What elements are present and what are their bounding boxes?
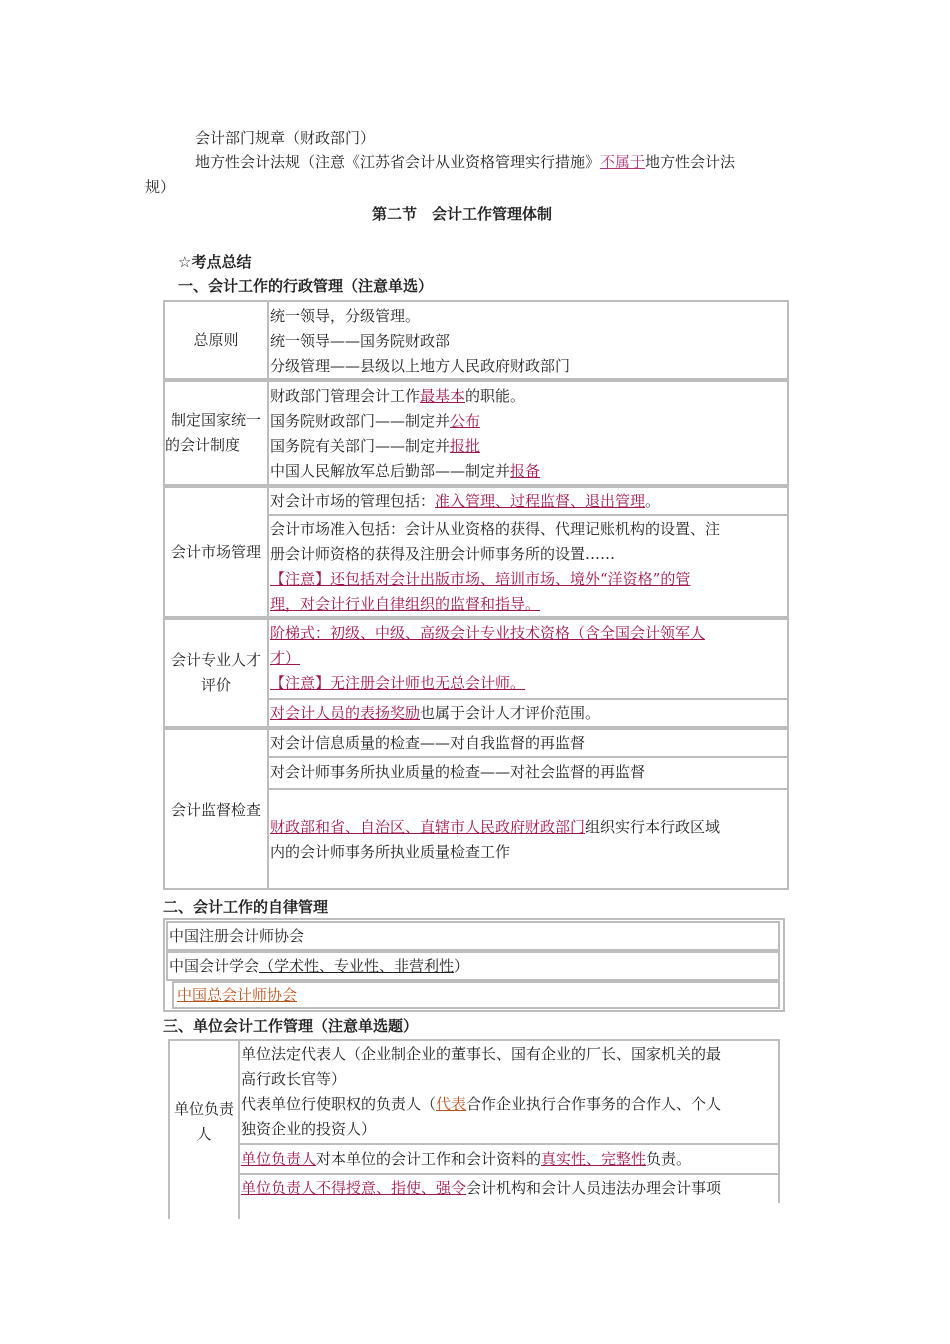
asc-attributes-link[interactable]: （学术性、专业性、非营利性 [259, 957, 455, 975]
represent-link[interactable]: 代表 [436, 1095, 467, 1113]
unit-line-4: 独资企业的投资人） [241, 1120, 377, 1138]
principle-line-2: 统一领导——国务院财政部 [270, 332, 451, 350]
market-line-1-b: 。 [645, 492, 661, 510]
principle-line-1: 统一领导，分级管理。 [270, 307, 421, 325]
unit-line-3-b: 合作企业执行合作事务的合作人、个人 [466, 1095, 722, 1113]
talent-line-1[interactable]: 阶梯式：初级、中级、高级会计专业技术资格（含全国会计领军人 [270, 624, 706, 642]
market-note-line-1[interactable]: 【注意】还包括对会计出版市场、培训市场、境外“洋资格”的管 [270, 570, 691, 588]
unit-label-1: 单位负责 [173, 1100, 234, 1118]
unit-line-3-a: 代表单位行使职权的负责人（ [241, 1095, 437, 1113]
talent-line-4 [270, 701, 600, 725]
report-approve-link[interactable]: 报批 [450, 437, 481, 455]
talent-line-4-b: 也属于会计人才评价范围。 [420, 704, 601, 722]
unit-line-5-b: 负责。 [646, 1150, 692, 1168]
authenticity-completeness-link[interactable]: 真实性、完整性 [541, 1150, 647, 1168]
intro-line-2-text-a: 地方性会计法规（注意《江苏省会计从业资格管理实行措施》 [195, 153, 601, 171]
row-principle-label: 总原则 [193, 331, 239, 349]
market-line-2: 会计市场准入包括：会计从业资格的获得、代理记账机构的设置、注 [270, 520, 721, 538]
standards-line-1-a: 财政部门管理会计工作 [270, 387, 421, 405]
standards-line-4 [270, 459, 540, 483]
standards-line-2-a: 国务院财政部门——制定并 [270, 412, 451, 430]
publish-link[interactable]: 公布 [450, 412, 481, 430]
cicpa-text: 中国注册会计师协会 [169, 927, 305, 945]
standards-line-2 [270, 409, 480, 433]
row-supervision-sub3-cell [267, 788, 789, 890]
unit-line-5-a: 对本单位的会计工作和会计资料的 [316, 1150, 542, 1168]
unit-line-2: 高行政长官等） [241, 1070, 347, 1088]
supervision-line-1: 对会计信息质量的检查——对自我监督的再监督 [270, 734, 586, 752]
unit-line-6 [241, 1176, 721, 1200]
market-management-link[interactable]: 准入管理、过程监督、退出管理 [435, 492, 646, 510]
unit-label-2: 人 [196, 1125, 212, 1143]
supervision-line-3-b: 组织实行本行政区域 [585, 818, 721, 836]
heading-self-regulation: 二、会计工作的自律管理 [163, 898, 329, 916]
row-standards-label-1: 制定国家统一 [170, 411, 261, 429]
cfo-association-link[interactable]: 中国总会计师协会 [177, 986, 298, 1004]
asc-close-paren: ） [454, 957, 470, 975]
market-line-3: 册会计师资格的获得及注册会计师事务所的设置…… [270, 545, 616, 563]
commendation-link[interactable]: 对会计人员的表扬奖励 [270, 704, 421, 722]
intro-line-3: 规） [145, 178, 176, 196]
unit-line-3 [241, 1092, 721, 1116]
unit-line-5 [241, 1147, 691, 1171]
row-standards-label-2: 的会计制度 [165, 436, 241, 454]
standards-line-3 [270, 434, 480, 458]
row-talent-label-2: 评价 [200, 676, 231, 694]
principle-line-3: 分级管理——县级以上地方人民政府财政部门 [270, 357, 571, 375]
prohibited-acts-link[interactable]: 单位负责人不得授意、指使、强令 [241, 1179, 467, 1197]
market-line-1 [270, 489, 660, 513]
most-basic-link[interactable]: 最基本 [420, 387, 466, 405]
row-talent-label-1: 会计专业人才 [170, 651, 261, 669]
row-market-label: 会计市场管理 [170, 543, 261, 561]
market-note-line-2[interactable]: 理，对会计行业自律组织的监督和指导。 [270, 595, 541, 613]
unit-head-link[interactable]: 单位负责人 [241, 1150, 317, 1168]
standards-line-1 [270, 384, 525, 408]
talent-line-2[interactable]: 才） [270, 649, 301, 667]
standards-line-1-b: 的职能。 [465, 387, 526, 405]
talent-note[interactable]: 【注意】无注册会计师也无总会计师。 [270, 674, 526, 692]
asc-text [169, 954, 469, 978]
supervision-line-2: 对会计师事务所执业质量的检查——对社会监督的再监督 [270, 763, 646, 781]
heading-unit-management: 三、单位会计工作管理（注意单选题） [163, 1017, 419, 1035]
market-line-1-a: 对会计市场的管理包括： [270, 492, 436, 510]
standards-line-4-a: 中国人民解放军总后勤部——制定并 [270, 462, 511, 480]
unit-line-6-b: 会计机构和会计人员违法办理会计事项 [466, 1179, 722, 1197]
standards-line-3-a: 国务院有关部门——制定并 [270, 437, 451, 455]
supervision-line-4: 内的会计师事务所执业质量检查工作 [270, 843, 511, 861]
finance-departments-link[interactable]: 财政部和省、自治区、直辖市人民政府财政部门 [270, 818, 586, 836]
row-supervision-label: 会计监督检查 [170, 801, 261, 819]
not-belong-link[interactable]: 不属于 [600, 153, 646, 171]
section-title: 第二节 会计工作管理体制 [372, 205, 553, 223]
unit-line-1: 单位法定代表人（企业制企业的董事长、国有企业的厂长、国家机关的最 [241, 1045, 722, 1063]
heading-admin-management: 一、会计工作的行政管理（注意单选） [178, 277, 434, 295]
supervision-line-3 [270, 815, 720, 839]
intro-line-1: 会计部门规章（财政部门） [195, 129, 376, 147]
intro-line-2-text-b: 地方性会计法 [645, 153, 736, 171]
asc-name: 中国会计学会 [169, 957, 260, 975]
intro-line-2 [195, 150, 735, 174]
file-record-link[interactable]: 报备 [510, 462, 541, 480]
summary-heading: ☆考点总结 [178, 253, 252, 271]
